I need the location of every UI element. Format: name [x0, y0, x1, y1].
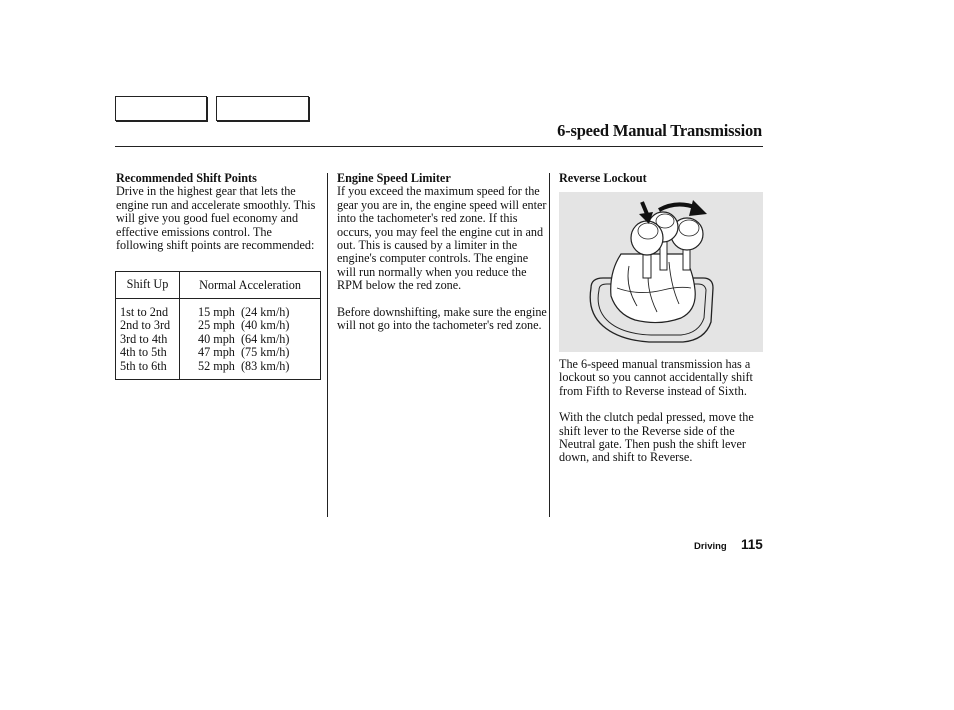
reverse-lockout-text — [559, 358, 764, 465]
page-title: 6-speed Manual Transmission — [557, 121, 762, 140]
engine-limiter-paragraph-2: Before downshifting, make sure the engine will not go into the tachometer's red zone. — [337, 304, 547, 333]
column-divider — [549, 173, 550, 517]
table-cell-speed: 52 mph (83 km/h) — [198, 358, 290, 373]
table-header-shift-up: Shift Up — [126, 277, 169, 291]
engine-limiter-paragraph-1: If you exceed the maximum speed for the gear you are in, the engine speed will enter into the tachometer's red zone. If this occurs, you may feel the engine cut in and out. This is caused by a limiter in the engine's computer controls. The engine will run normally when you reduce the RPM below the red zone. — [337, 184, 547, 293]
table-cell-shift: 2nd to 3rd — [120, 318, 171, 333]
column-reverse-lockout — [559, 172, 764, 185]
title-rule — [115, 146, 763, 147]
shift-points-table — [115, 271, 321, 380]
column-engine-speed-limiter — [337, 172, 547, 332]
reverse-lockout-paragraph-1: The 6-speed manual transmission has a lockout so you cannot accidentally shift from Fifth to Reverse instead of Sixth. — [559, 357, 753, 398]
table-cell-shift: 4th to 5th — [120, 345, 167, 360]
table-header-normal-acceleration: Normal Acceleration — [199, 278, 301, 292]
page-number: 115 — [741, 537, 763, 552]
table-shift-column — [120, 306, 170, 373]
shift-lever-illustration — [559, 192, 763, 352]
engine-limiter-heading: Engine Speed Limiter — [337, 171, 451, 185]
table-cell-speed: 40 mph (64 km/h) — [198, 331, 290, 346]
shift-points-paragraph: Drive in the highest gear that lets the engine run and accelerate smoothly. This will give you good fuel economy and effective emissions control. The following shift points are recommended: — [116, 184, 316, 253]
table-speed-column — [198, 306, 289, 373]
reverse-lockout-heading: Reverse Lockout — [559, 171, 647, 185]
column-shift-points — [116, 172, 321, 252]
table-cell-speed: 47 mph (75 km/h) — [198, 345, 290, 360]
column-divider — [327, 173, 328, 517]
footer-section-label: Driving — [694, 541, 727, 552]
table-cell-speed: 25 mph (40 km/h) — [198, 318, 290, 333]
reverse-lockout-paragraph-2: With the clutch pedal pressed, move the shift lever to the Reverse side of the Neutral gate. Then push the shift lever down, and shift to Reverse. — [559, 410, 754, 465]
nav-tab-2[interactable] — [216, 96, 309, 121]
shift-points-heading: Recommended Shift Points — [116, 171, 257, 185]
table-cell-shift: 5th to 6th — [120, 358, 167, 373]
table-cell-shift: 3rd to 4th — [120, 331, 168, 346]
table-cell-shift: 1st to 2nd — [120, 305, 169, 319]
table-cell-speed: 15 mph (24 km/h) — [198, 305, 290, 319]
nav-tab-1[interactable] — [115, 96, 207, 121]
